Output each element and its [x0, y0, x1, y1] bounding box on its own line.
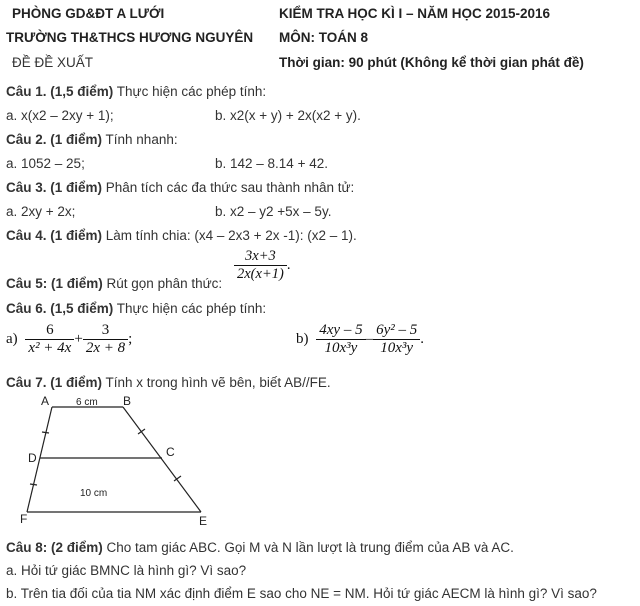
question-8-text: Cho tam giác ABC. Gọi M và N lần lượt là trung điểm của AB và AC.	[102, 540, 514, 555]
question-3	[6, 180, 354, 195]
header-department: PHÒNG GD&ĐT A LƯỚI	[12, 6, 165, 21]
label-a: A	[41, 394, 50, 408]
question-8	[6, 540, 514, 555]
question-6a	[6, 322, 132, 357]
question-1-label: Câu 1. (1,5 điểm)	[6, 84, 114, 99]
label-b: B	[123, 394, 132, 408]
q6a-num1: 6	[46, 322, 54, 338]
question-7-text: Tính x trong hình vẽ bên, biết AB//FE.	[102, 375, 331, 390]
q6b-op: –	[365, 330, 374, 347]
q6a-num2: 3	[101, 322, 110, 338]
question-8-label: Câu 8: (2 điểm)	[6, 540, 103, 555]
question-6-text: Thực hiện các phép tính:	[113, 301, 267, 316]
trapezoid-figure	[0, 390, 230, 530]
question-1	[6, 84, 266, 99]
question-1a: a. x(x2 – 2xy + 1);	[6, 108, 114, 123]
q6a-end: ;	[128, 330, 133, 347]
question-1-text: Thực hiện các phép tính:	[113, 84, 267, 99]
label-bottom-length: 10 cm	[80, 488, 108, 499]
q5-denominator: 2x(x+1)	[234, 265, 287, 283]
header-exam-title: KIỂM TRA HỌC KÌ I – NĂM HỌC 2015-2016	[279, 6, 551, 21]
q6b-num2: 6y² – 5	[376, 322, 418, 338]
question-4-label: Câu 4. (1 điểm)	[6, 228, 103, 243]
question-5	[6, 276, 222, 291]
question-3b: b. x2 – y2 +5x – 5y.	[215, 204, 332, 219]
question-5-label: Câu 5: (1 điểm)	[6, 276, 103, 291]
q6b-num1: 4xy – 5	[319, 322, 363, 338]
label-c: C	[166, 445, 175, 459]
question-1b: b. x2(x + y) + 2x(x2 + y).	[215, 108, 361, 123]
header-subject: MÔN: TOÁN 8	[279, 30, 369, 45]
question-3-text: Phân tích các đa thức sau thành nhân tử:	[102, 180, 355, 195]
q6a-den2: 2x + 8	[83, 339, 128, 357]
q6a-op: +	[74, 330, 83, 347]
question-8b: b. Trên tia đối của tia NM xác định điểm E sao cho NE = NM. Hỏi tứ giác AECM là hình gì? Vì sao?	[6, 586, 597, 601]
header-proposal: ĐỀ ĐỀ XUẤT	[12, 55, 94, 70]
header-time: Thời gian: 90 phút (Không kể thời gian phát đề)	[279, 55, 584, 70]
question-2-text: Tính nhanh:	[102, 132, 178, 147]
tick-df	[30, 484, 37, 485]
question-7	[6, 375, 331, 390]
header-school: TRƯỜNG TH&THCS HƯƠNG NGUYÊN	[6, 30, 254, 45]
tick-ad	[42, 432, 49, 433]
question-5-fraction	[234, 248, 290, 283]
label-f: F	[20, 512, 28, 526]
question-2	[6, 132, 178, 147]
q6a-label: a)	[6, 330, 18, 347]
q6a-den1: x² + 4x	[25, 339, 74, 357]
question-4-text: Làm tính chia: (x4 – 2x3 + 2x -1): (x2 – 1).	[102, 228, 357, 243]
question-2-label: Câu 2. (1 điểm)	[6, 132, 103, 147]
label-d: D	[28, 451, 37, 465]
q6b-den2: 10x³y	[373, 339, 420, 357]
question-7-label: Câu 7. (1 điểm)	[6, 375, 103, 390]
segment-be	[123, 407, 201, 512]
q6b-den1: 10x³y	[316, 339, 365, 357]
question-4	[6, 228, 357, 243]
question-2b: b. 142 – 8.14 + 42.	[215, 156, 328, 171]
question-2a: a. 1052 – 25;	[6, 156, 85, 171]
tick-bc	[138, 429, 145, 434]
question-5-text: Rút gọn phân thức:	[102, 276, 223, 291]
label-e: E	[199, 514, 208, 528]
q6b-end: .	[420, 330, 424, 347]
question-6	[6, 301, 266, 316]
q6b-label: b)	[296, 330, 309, 347]
question-3a: a. 2xy + 2x;	[6, 204, 76, 219]
question-8a: a. Hỏi tứ giác BMNC là hình gì? Vì sao?	[6, 563, 247, 578]
question-6b	[296, 322, 424, 357]
question-6-label: Câu 6. (1,5 điểm)	[6, 301, 114, 316]
label-top-length: 6 cm	[76, 397, 98, 408]
q5-numerator: 3x+3	[245, 248, 276, 264]
question-3-label: Câu 3. (1 điểm)	[6, 180, 103, 195]
q5-end: .	[286, 256, 291, 273]
